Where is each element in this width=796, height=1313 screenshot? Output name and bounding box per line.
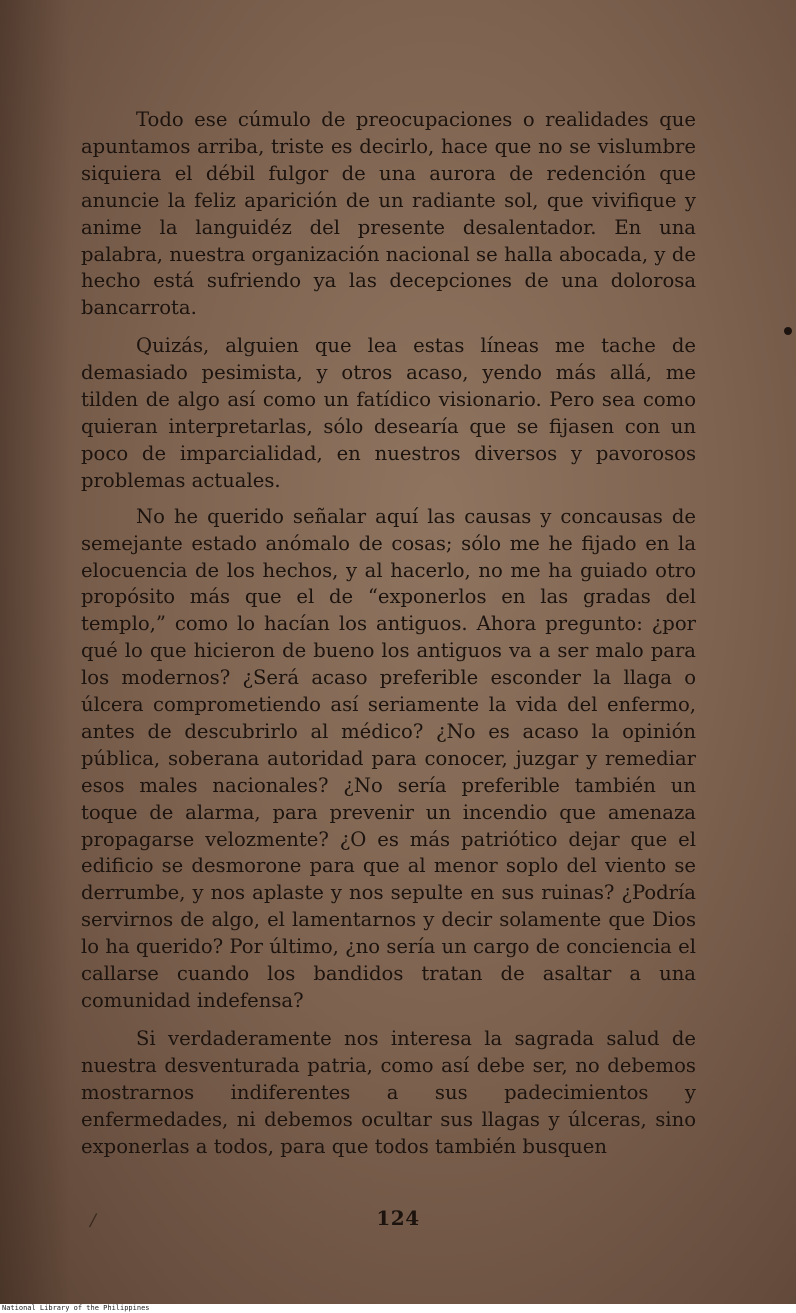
ink-dot bbox=[784, 327, 792, 335]
pencil-mark: / bbox=[88, 1209, 98, 1232]
library-credit: National Library of the Philippines bbox=[2, 1304, 150, 1312]
paragraph-4: Si verdaderamente nos interesa la sagrada salud de nuestra desventurada patria, como así debe ser, no debemos mostrarnos indiferentes a sus padecimientos y enfermedades, ni debemos ocultar sus llagas y úlceras, sino exponerlas a todos, para que todos también busquen bbox=[81, 1026, 696, 1158]
paragraph-3: No he querido señalar aquí las causas y concausas de semejante estado anómalo de cosas; sólo me he fijado en la elocuencia de los hechos, y al hacerlo, no me ha guiado otro propósito más que el de “exponerlos en las gradas del templo,” como lo hacían los antiguos. Ahora pregunto: ¿por qué lo que hicieron de bueno los antiguos va a ser malo para los modernos? ¿Será acaso preferible esconder la llaga o úlcera comprometiendo así seriamente la vida del enfermo, antes de descubrirlo al médico? ¿No es acaso la opinión pública, soberana autoridad para conocer, juzgar y remediar esos males nacionales? ¿No sería preferible también un toque de alarma, para prevenir un incendio que amenaza propagarse velozmente? ¿O es más patriótico dejar que el edificio se desmorone para que al menor soplo del viento se derrumbe, y nos aplaste y nos sepulte en sus ruinas? ¿Podría servirnos de algo, el lamentarnos y decir solamente que Dios lo ha querido? Por último, ¿no sería un cargo de conciencia el callarse cuando los bandidos tratan de asaltar a una comunidad indefensa? bbox=[81, 504, 696, 1012]
body-text bbox=[81, 107, 696, 1171]
footer-strip bbox=[0, 1304, 796, 1313]
paragraph-2: Quizás, alguien que lea estas líneas me tache de demasiado pesimista, y otros acaso, yendo más allá, me tilden de algo así como un fatídico visionario. Pero sea como quieran interpretarlas, sólo desearía que se fijasen con un poco de imparcialidad, en nuestros diversos y pavorosos problemas actuales. bbox=[81, 334, 696, 492]
paragraph-1: Todo ese cúmulo de preocupaciones o realidades que apuntamos arriba, triste es decirlo, hace que no se vislumbre siquiera el débil fulgor de una aurora de redención que anuncie la feliz aparición de un radiante sol, que vivifique y anime la languidéz del presente desalentador. En una palabra, nuestra organización nacional se halla abocada, y de hecho está sufriendo ya las decepciones de una dolorosa bancarrota. bbox=[81, 108, 696, 320]
page-number: 124 bbox=[376, 1206, 420, 1230]
